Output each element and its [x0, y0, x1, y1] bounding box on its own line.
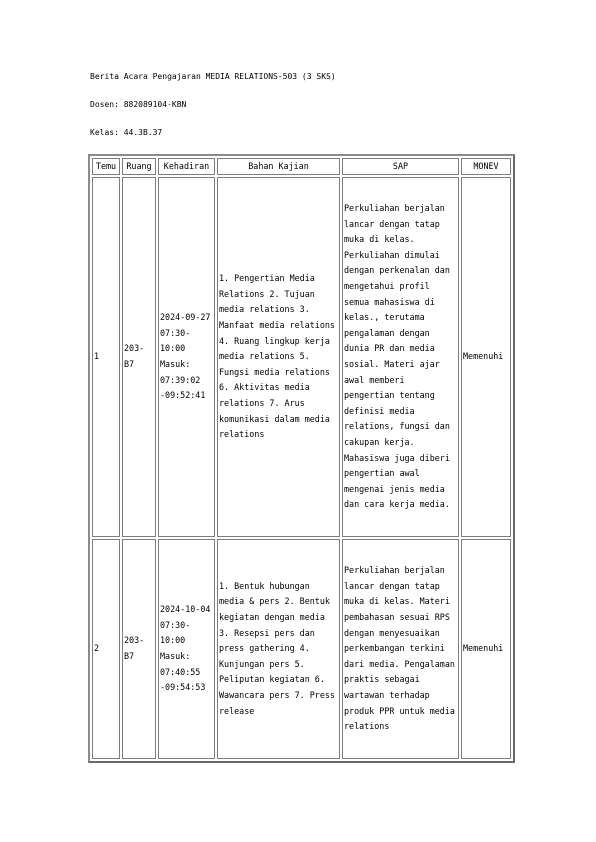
cell-kehadiran: 2024-10-04 07:30-10:00 Masuk: 07:40:55 -09:54:53: [158, 539, 215, 759]
column-header-sap: SAP: [342, 158, 459, 175]
cell-temu: 2: [92, 539, 120, 759]
cell-bahan-kajian: 1. Pengertian Media Relations 2. Tujuan media relations 3. Manfaat media relations 4. Ruang lingkup kerja media relations 5. Fungsi media relations 6. Aktivitas media relations 7. Arus komunikasi dalam media relations: [217, 177, 340, 537]
teaching-record-table: [88, 154, 515, 763]
cell-monev: Memenuhi: [461, 177, 511, 537]
column-header-ruang: Ruang: [122, 158, 156, 175]
column-header-monev: MONEV: [461, 158, 511, 175]
column-header-temu: Temu: [92, 158, 120, 175]
cell-bahan-kajian: 1. Bentuk hubungan media & pers 2. Bentuk kegiatan dengan media 3. Resepsi pers dan press gathering 4. Kunjungan pers 5. Peliputan kegiatan 6. Wawancara pers 7. Press release: [217, 539, 340, 759]
lecturer-line: Dosen: 882089104-KBN: [90, 100, 187, 109]
table-header-row: [92, 158, 511, 175]
column-header-kehadiran: Kehadiran: [158, 158, 215, 175]
cell-monev: Memenuhi: [461, 539, 511, 759]
cell-ruang: 203-B7: [122, 177, 156, 537]
cell-kehadiran: 2024-09-27 07:30-10:00 Masuk: 07:39:02 -09:52:41: [158, 177, 215, 537]
cell-temu: 1: [92, 177, 120, 537]
column-header-bahan-kajian: Bahan Kajian: [217, 158, 340, 175]
cell-ruang: 203-B7: [122, 539, 156, 759]
cell-sap: Perkuliahan berjalan lancar dengan tatap muka di kelas. Perkuliahan dimulai dengan perkenalan dan mengetahui profil semua mahasiswa di kelas., terutama pengalaman dengan dunia PR dan media sosial. Materi ajar awal memberi pengertian tentang definisi media relations, fungsi dan cakupan kerja. Mahasiswa juga diberi pengertian awal mengenai jenis media dan cara kerja media.: [342, 177, 459, 537]
table-row: [92, 539, 511, 759]
report-title: Berita Acara Pengajaran MEDIA RELATIONS-503 (3 SKS): [90, 72, 336, 81]
class-line: Kelas: 44.3B.37: [90, 128, 163, 137]
cell-sap: Perkuliahan berjalan lancar dengan tatap muka di kelas. Materi pembahasan sesuai RPS dengan menyesuaikan perkembangan terkini dari media. Pengalaman praktis sebagai wartawan terhadap produk PPR untuk media relations: [342, 539, 459, 759]
table-row: [92, 177, 511, 537]
